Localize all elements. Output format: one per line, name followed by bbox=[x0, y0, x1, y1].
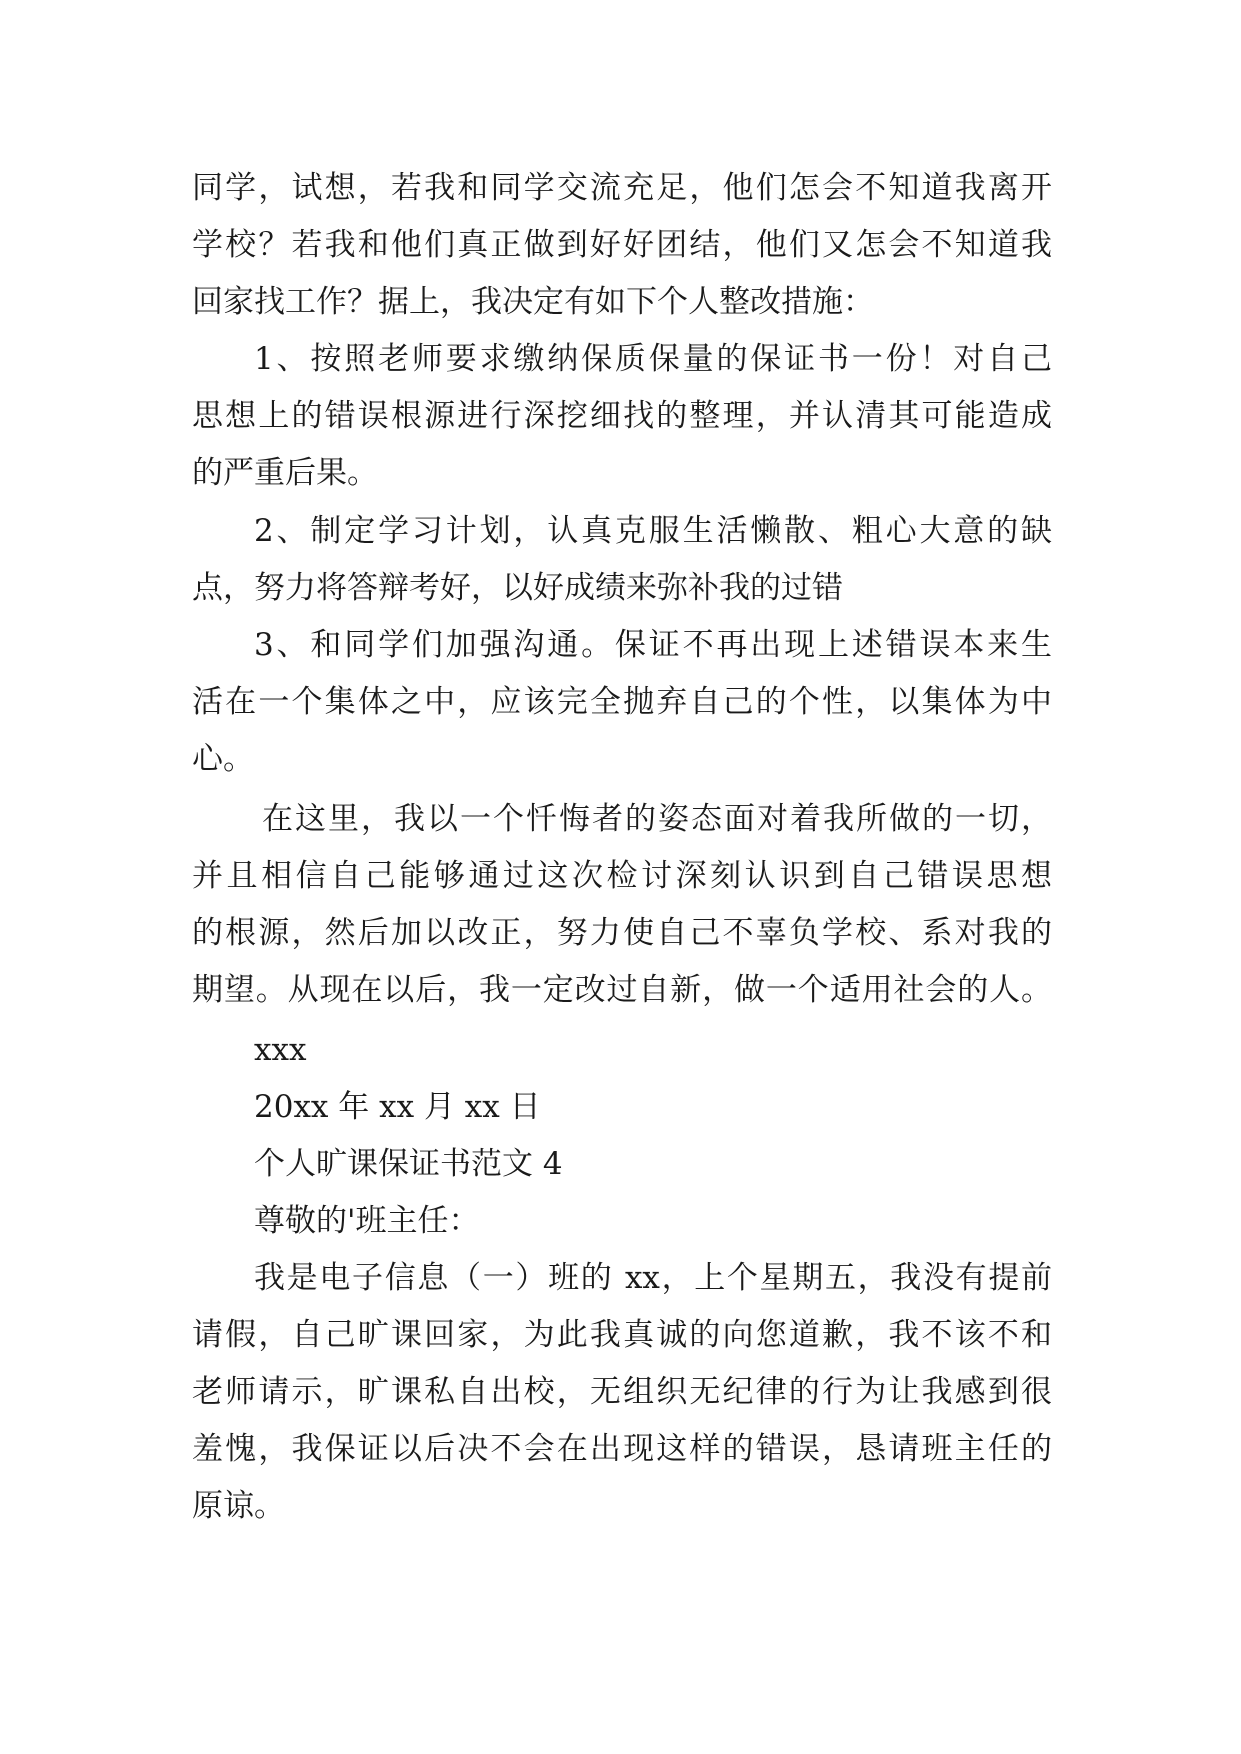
paragraph-line: 学校？若我和他们真正做到好好团结，他们又怎会不知道我 bbox=[192, 227, 1052, 263]
paragraph-line: 在这里，我以一个忏悔者的姿态面对着我所做的一切， bbox=[262, 801, 1052, 837]
paragraph-line: 请假，自己旷课回家，为此我真诚的向您道歉，我不该不和 bbox=[192, 1317, 1052, 1353]
paragraph-line: 羞愧，我保证以后决不会在出现这样的错误，恳请班主任的 bbox=[192, 1431, 1052, 1467]
paragraph-line: 2、制定学习计划，认真克服生活懒散、粗心大意的缺 bbox=[254, 513, 1052, 549]
paragraph-line: 心。 bbox=[192, 741, 254, 777]
paragraph-line: 回家找工作？据上，我决定有如下个人整改措施： bbox=[192, 284, 874, 320]
signature-date: 20xx 年 xx 月 xx 日 bbox=[254, 1089, 541, 1125]
paragraph-line: 期望。从现在以后，我一定改过自新，做一个适用社会的人。 bbox=[192, 972, 1052, 1008]
paragraph-line: 1、按照老师要求缴纳保质保量的保证书一份！对自己 bbox=[254, 341, 1052, 377]
paragraph-line: 的严重后果。 bbox=[192, 455, 378, 491]
paragraph-line: 3、和同学们加强沟通。保证不再出现上述错误本来生 bbox=[254, 627, 1052, 663]
paragraph-line: 的根源，然后加以改正，努力使自己不辜负学校、系对我的 bbox=[192, 915, 1052, 951]
salutation: 尊敬的'班主任： bbox=[254, 1203, 480, 1239]
paragraph-line: 同学，试想，若我和同学交流充足，他们怎会不知道我离开 bbox=[192, 170, 1052, 206]
paragraph-line: 老师请示，旷课私自出校，无组织无纪律的行为让我感到很 bbox=[192, 1374, 1052, 1410]
paragraph-line: 思想上的错误根源进行深挖细找的整理，并认清其可能造成 bbox=[192, 398, 1052, 434]
paragraph-line: 点，努力将答辩考好，以好成绩来弥补我的过错 bbox=[192, 570, 843, 606]
paragraph-line: 并且相信自己能够通过这次检讨深刻认识到自己错误思想 bbox=[192, 858, 1052, 894]
paragraph-line: 我是电子信息（一）班的 xx，上个星期五，我没有提前 bbox=[254, 1260, 1052, 1296]
paragraph-line: 原谅。 bbox=[192, 1488, 285, 1524]
signature-name: xxx bbox=[254, 1032, 307, 1068]
paragraph-line: 活在一个集体之中，应该完全抛弃自己的个性，以集体为中 bbox=[192, 684, 1052, 720]
section-title: 个人旷课保证书范文 4 bbox=[254, 1146, 563, 1182]
